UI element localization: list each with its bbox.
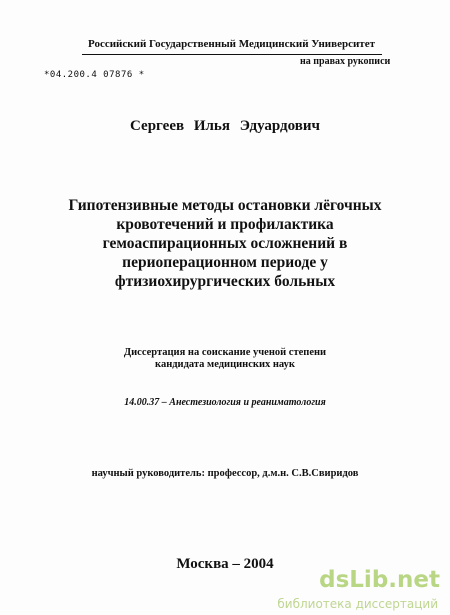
title-line: фтизиохирургических больных	[114, 273, 336, 290]
degree-statement	[0, 347, 450, 371]
library-stamp: *04.200.4 07876 *	[44, 70, 145, 80]
watermark-logo[interactable]: dsLib.net	[319, 567, 440, 593]
degree-line: Диссертация на соискание ученой степени	[123, 347, 327, 358]
specialty-code: 14.00.37 – Анестезиология и реаниматология	[124, 397, 326, 408]
degree-line: кандидата медицинских наук	[155, 359, 295, 370]
scientific-supervisor: научный руководитель: профессор, д.м.н. С.В.Свиридов	[91, 468, 359, 479]
header-rule	[82, 54, 382, 55]
dissertation-title	[0, 196, 450, 291]
manuscript-rights-note: на правах рукописи	[300, 56, 391, 67]
title-line: гемоаспирационных осложнений в	[102, 235, 348, 252]
author-name: Сергеев Илья Эдуардович	[130, 118, 320, 134]
title-line: периоперационном периоде у	[122, 254, 328, 271]
title-line: Гипотензивные методы остановки лёгочных	[68, 197, 382, 214]
university-name: Российский Государственный Медицинский Университет	[88, 38, 375, 50]
title-line: кровотечений и профилактика	[116, 216, 334, 233]
city-year: Москва – 2004	[176, 556, 274, 572]
watermark-subtitle: библиотека диссертаций	[277, 597, 438, 611]
